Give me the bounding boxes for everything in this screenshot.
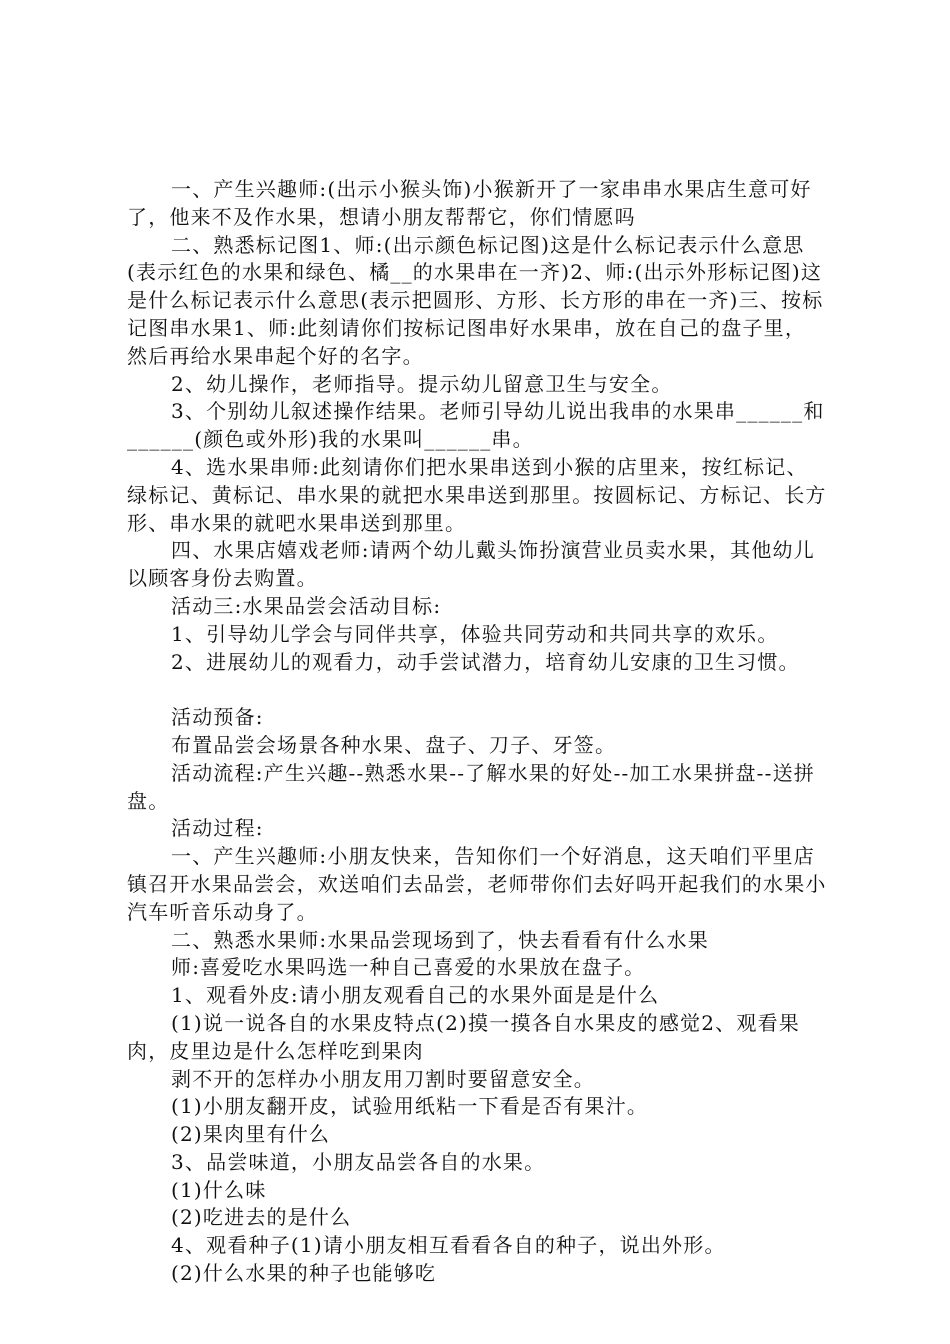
paragraph: 活动过程: (171, 816, 264, 841)
paragraph: 4、观看种子(1)请小朋友相互看看各自的种子，说出外形。 (171, 1233, 726, 1258)
paragraph: 四、水果店嬉戏老师:请两个幼儿戴头饰扮演营业员卖水果，其他幼儿以顾客身份去购置。 (127, 538, 815, 591)
paragraph: (2)果肉里有什么 (171, 1122, 331, 1147)
paragraph: 1、引导幼儿学会与同伴共享，体验共同劳动和共同共享的欢乐。 (171, 621, 779, 646)
paragraph: (1)说一说各自的水果皮特点(2)摸一摸各自水果皮的感觉2、观看果肉，皮里边是什么怎样吃到果肉 (127, 1010, 800, 1063)
paragraph: 师:喜爱吃水果吗选一种自己喜爱的水果放在盘子。 (171, 955, 646, 980)
paragraph: (2)什么水果的种子也能够吃 (171, 1261, 437, 1286)
paragraph: 活动流程:产生兴趣--熟悉水果--了解水果的好处--加工水果拼盘--送拼盘。 (127, 760, 816, 813)
document-body (127, 176, 827, 1288)
paragraph: 二、熟悉标记图1、师:(出示颜色标记图)这是什么标记表示什么意思(表示红色的水果和绿色、橘__的水果串在一齐)2、师:(出示外形标记图)这是什么标记表示什么意思(表示把圆形、方形、长方形的串在一齐)三、按标记图串水果1、师:此刻请你们按标记图串好水果串，放在自己的盘子里，然后再给水果串起个好的名字。 (127, 232, 824, 368)
paragraph: 一、产生兴趣师:(出示小猴头饰)小猴新开了一家串串水果店生意可好了，他来不及作水果，想请小朋友帮帮它，你们情愿吗 (127, 177, 812, 229)
paragraph: 活动预备: (171, 705, 264, 730)
paragraph: 1、观看外皮:请小朋友观看自己的水果外面是是什么 (171, 983, 660, 1008)
paragraph: (1)什么味 (171, 1177, 267, 1202)
paragraph: 2、进展幼儿的观看力，动手尝试潜力，培育幼儿安康的卫生习惯。 (171, 649, 800, 674)
paragraph: 3、品尝味道，小朋友品尝各自的水果。 (171, 1149, 546, 1174)
paragraph: 一、产生兴趣师:小朋友快来，告知你们一个好消息，这天咱们平里店镇召开水果品尝会，欢送咱们去品尝，老师带你们去好吗开起我们的水果小汽车听音乐动身了。 (127, 844, 827, 924)
paragraph: 3、个别幼儿叙述操作结果。老师引导幼儿说出我串的水果串______和______(颜色或外形)我的水果叫______串。 (127, 399, 825, 452)
paragraph: 4、选水果串师:此刻请你们把水果串送到小猴的店里来，按红标记、绿标记、黄标记、串水果的就把水果串送到那里。按圆标记、方标记、长方形、串水果的就吧水果串送到那里。 (127, 454, 827, 535)
paragraph: 二、熟悉水果师:水果品尝现场到了，快去看看有什么水果 (171, 927, 709, 952)
paragraph: 布置品尝会场景各种水果、盘子、刀子、牙签。 (171, 732, 617, 757)
paragraph: (2)吃进去的是什么 (171, 1205, 352, 1230)
paragraph: 剥不开的怎样办小朋友用刀割时要留意安全。 (171, 1066, 595, 1091)
paragraph: 活动三:水果品尝会活动目标: (171, 593, 442, 618)
paragraph: 2、幼儿操作，老师指导。提示幼儿留意卫生与安全。 (171, 371, 673, 396)
blank-line (127, 676, 827, 704)
paragraph: (1)小朋友翻开皮，试验用纸粘一下看是否有果汁。 (171, 1094, 649, 1119)
